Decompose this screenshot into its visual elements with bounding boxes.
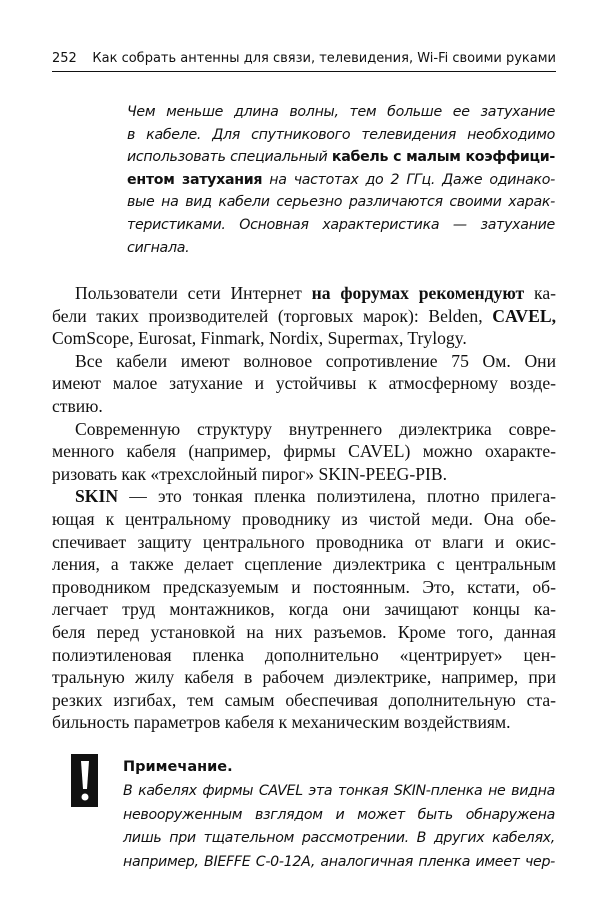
text-segment: легчает труд монтажников, когда они зачищают концы ка- — [52, 599, 556, 620]
text-segment: ComScope, Eurosat, Finmark, Nordix, Supermax, Trylogy. — [52, 328, 467, 349]
bold-text: кабель с малым коэффици- — [331, 149, 555, 166]
text-segment: использовать специальный — [127, 149, 332, 166]
text-segment: спечивает защиту центрального проводника от влаги и окис- — [52, 531, 556, 552]
bold-text: на форумах рекомендуют — [311, 283, 525, 303]
text-line — [123, 781, 555, 801]
running-header — [52, 44, 556, 66]
header-rule — [52, 71, 556, 72]
text-segment: на частотах до 2 ГГц. Даже одинако- — [262, 171, 555, 188]
text-segment: ющая к центральному проводнику из чистой меди. Она обе- — [52, 509, 556, 529]
text-segment: Пользователи сети Интернет — [75, 283, 312, 303]
text-line — [52, 373, 556, 393]
bold-text: SKIN — [75, 486, 119, 507]
text-line — [52, 441, 556, 461]
text-line — [52, 577, 556, 597]
text-line — [52, 532, 556, 552]
text-segment: сигнала. — [127, 239, 190, 256]
text-line — [75, 351, 556, 371]
text-segment: лишь при тщательном рассмотрении. В других кабелях, — [123, 830, 555, 846]
text-segment: менного кабеля (например, фирмы CAVEL) можно охаракте- — [52, 441, 556, 462]
text-segment: Все кабели имеют волновое сопротивление 75 Ом. Они — [75, 350, 556, 371]
bold-text: CAVEL, — [492, 305, 556, 326]
text-segment: полиэтиленовая пленка дополнительно «центрирует» цен- — [52, 644, 556, 665]
text-line — [75, 283, 556, 303]
text-segment: невооруженным взглядом и может быть обнаружена — [123, 806, 555, 823]
text-line — [127, 170, 555, 190]
page-number: 252 — [52, 51, 77, 66]
text-segment: проводником предсказуемым и постоянным. Это, кстати, об- — [52, 576, 556, 597]
text-line — [123, 805, 555, 825]
text-segment: Чем меньше длина волны, тем больше ее затухание — [127, 104, 555, 120]
text-segment: ствию. — [52, 396, 103, 416]
text-line — [52, 554, 556, 574]
text-line — [123, 828, 555, 848]
text-line — [52, 396, 556, 416]
text-line — [52, 599, 556, 619]
text-segment: беля перед установкой на них разъемов. Кроме того, данная — [52, 622, 556, 642]
text-line — [127, 238, 555, 258]
bold-text: ентом затухания — [127, 171, 263, 188]
text-segment: бели таких производителей (торговых марок): Belden, — [52, 305, 493, 326]
text-segment: имеют малое затухание и устойчивы к атмосферному возде- — [52, 373, 556, 394]
text-segment: в кабеле. Для спутникового телевидения необходимо — [127, 126, 555, 143]
text-line — [127, 102, 555, 122]
text-line — [127, 192, 555, 212]
text-segment: вые на вид кабели серьезно различаются своими харак- — [127, 194, 555, 211]
text-line — [52, 509, 556, 529]
note-heading: Примечание. — [123, 759, 233, 775]
text-line — [52, 622, 556, 642]
text-segment: В кабелях фирмы CAVEL эта тонкая SKIN-пленка не видна — [123, 783, 555, 799]
text-line — [52, 464, 556, 484]
text-line — [127, 125, 555, 145]
text-line — [75, 486, 556, 506]
text-line — [52, 306, 556, 326]
text-segment: ризовать как «трехслойный пирог» SKIN-PEEG-PIB. — [52, 463, 448, 484]
text-segment: теристиками. Основная характеристика — затухание — [127, 217, 555, 233]
text-segment: ления, а также делает сцепление диэлектрика с центральным — [52, 554, 556, 575]
running-title: Как собрать антенны для связи, телевидения, Wi-Fi своими руками — [92, 51, 556, 66]
text-line — [52, 712, 556, 732]
text-line — [123, 852, 555, 872]
text-line — [52, 667, 556, 687]
text-segment: тральную жилу кабеля в рабочем диэлектрике, например, при — [52, 667, 556, 688]
text-segment: резких изгибах, тем самым обеспечивая дополнительную ста- — [52, 689, 556, 710]
text-segment: ка- — [524, 283, 556, 303]
exclamation-icon — [71, 754, 98, 807]
text-line — [52, 690, 556, 710]
text-line — [127, 147, 555, 167]
text-line — [127, 215, 555, 235]
text-line — [75, 419, 556, 439]
text-segment: — это тонкая пленка полиэтилена, плотно прилега- — [118, 486, 556, 507]
text-segment: например, BIEFFE C-0-12A, аналогичная пленка имеет чер- — [123, 853, 555, 870]
text-line — [52, 645, 556, 665]
text-line — [52, 328, 556, 348]
text-segment: Современную структуру внутреннего диэлектрика совре- — [75, 418, 556, 439]
text-segment: бильность параметров кабеля к механическим воздействиям. — [52, 712, 511, 733]
